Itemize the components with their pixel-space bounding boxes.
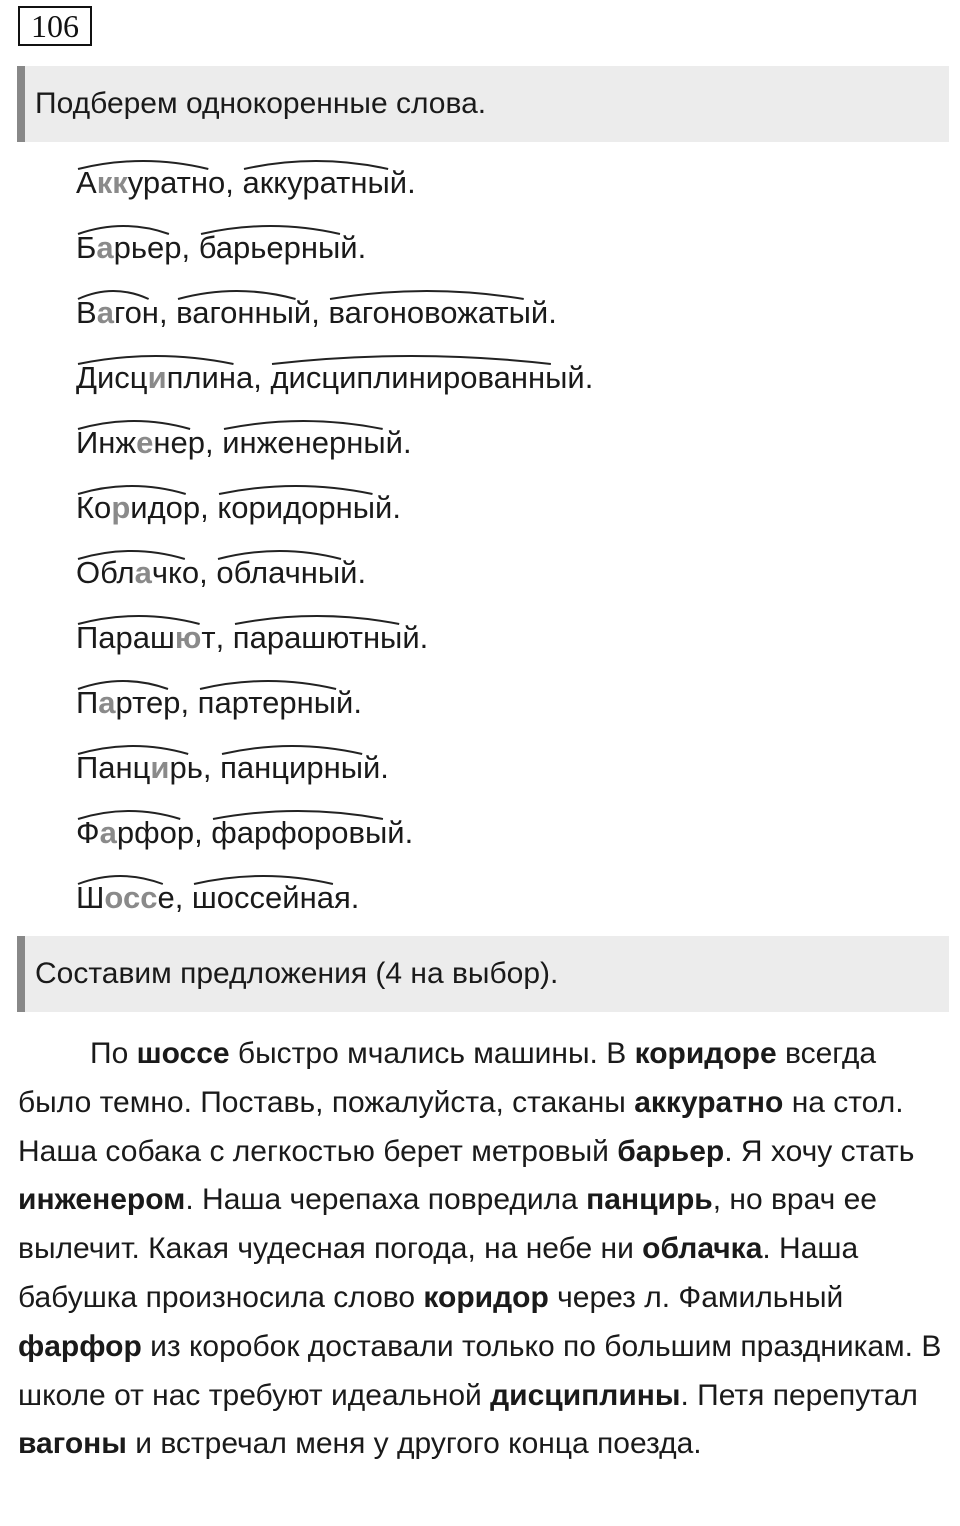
bold-term: аккуратно [634,1085,784,1119]
bold-term: шоссе [136,1037,230,1070]
sentence-text: через л. Фамильный [548,1280,844,1314]
period: . [584,360,594,395]
sentence-text: . Петя перепутал [680,1378,918,1412]
word-pair [76,215,593,280]
bold-term: вагоны [18,1427,127,1461]
word-part: Обл [76,555,135,590]
root-arc-icon [270,351,553,365]
root-arc-icon [233,611,401,625]
separator: , [205,425,223,460]
period: . [380,750,389,785]
cognate-word: барьерный [199,215,358,280]
root-word [76,540,199,605]
highlighted-letters: а [98,685,116,720]
period: . [402,425,412,460]
word-part: т [201,620,216,655]
root-word [76,345,253,410]
word-part: Параш [76,620,175,655]
sentence-text: на стол. Наша собака с легкостью берет метровый [18,1085,904,1168]
cognate-word: дисциплинированный [270,345,584,410]
root-arc-icon [76,221,171,235]
separator: , [180,685,198,720]
word-pair [76,865,593,930]
sentence-text: . Наша черепаха повредила [185,1183,587,1217]
highlighted-letters: р [111,490,131,525]
cognate-word: инженерный [222,410,403,475]
root-arc-icon [176,286,298,300]
highlighted-letters: е [136,425,154,460]
root-arc-icon [242,156,390,170]
root-arc-icon [76,871,165,885]
root-arc-icon [76,351,235,365]
cognate-word: вагонный [176,280,311,345]
root-word [76,410,205,475]
root-arc-icon [198,676,338,690]
bold-term: панцирь [586,1183,713,1217]
root-arc-icon [217,481,375,495]
word-part: чко [151,555,200,590]
word-part: рфор [116,815,195,850]
highlighted-letters: кк [96,165,128,200]
word-pair [76,735,593,800]
separator: , [194,815,212,850]
sentences-paragraph [18,1030,948,1469]
root-word [76,800,194,865]
period: . [357,555,367,590]
sentence-text: . Наша бабушка произносила слово [18,1232,859,1314]
cognate-word: вагоновожатый [328,280,548,345]
word-pair [76,605,593,670]
word-pair [76,540,593,605]
root-arc-icon [328,286,526,300]
root-arc-icon [199,221,342,235]
highlighted-letters: осс [104,880,158,915]
cognate-word: аккуратный [242,150,407,215]
period: . [407,165,416,200]
word-pair [76,475,593,540]
word-part: А [76,165,97,200]
separator: , [200,490,218,525]
word-part: Ко [76,490,112,525]
word-pair [76,345,593,410]
cognate-word: облачный [216,540,357,605]
root-arc-icon [211,806,385,820]
period: . [392,490,401,525]
word-part: Дисц [76,360,148,395]
sentence-text: . Я хочу стать [724,1134,915,1168]
root-word [76,605,216,670]
root-arc-icon [76,286,151,300]
word-part: е [157,880,175,915]
bold-term: дисциплины [490,1378,681,1412]
sentence-text: и встречал меня у другого конца поезда. [126,1427,702,1461]
separator: , [225,165,243,200]
sentence-text: По [90,1037,137,1070]
sentence-text: , но врач ее вылечит. Какая чудесная погода, на небе ни [18,1183,877,1266]
period: . [548,295,557,330]
root-word [76,735,203,800]
highlighted-letters: а [134,555,152,590]
separator: , [202,750,221,785]
root-arc-icon [192,871,335,885]
highlighted-letters: ю [174,620,202,655]
word-pair [76,280,593,345]
bold-term: барьер [617,1134,725,1168]
highlighted-letters: и [150,750,170,785]
word-part: рь [169,750,203,785]
root-arc-icon [76,156,210,170]
separator: , [158,295,177,330]
root-arc-icon [220,741,364,755]
highlighted-letters: а [96,230,114,265]
bold-term: коридоре [634,1037,777,1070]
word-part: идор [130,490,201,525]
cognate-word: коридорный [217,475,392,540]
sentence-text: быстро мчались машины. В [229,1037,635,1070]
highlighted-letters: и [147,360,167,395]
word-pair [76,410,593,475]
highlighted-letters: а [99,815,117,850]
root-arc-icon [216,546,343,560]
word-part: уратно [127,165,226,200]
word-part: В [76,295,97,330]
word-part: рьер [113,230,182,265]
root-word [76,150,225,215]
period: . [350,880,360,915]
section-heading-cognates: Подберем однокоренные слова. [17,66,949,142]
cognate-word: парашютный [233,605,420,670]
root-arc-icon [76,546,187,560]
root-arc-icon [76,481,188,495]
separator: , [215,620,233,655]
word-pair [76,670,593,735]
root-word [76,475,200,540]
word-part: П [76,685,99,720]
sentence-text: из коробок доставали только по большим праздникам. В школе от нас требуют идеальной [18,1329,942,1412]
word-part: Панц [76,750,151,785]
word-part: гон [113,295,159,330]
period: . [404,815,414,850]
root-arc-icon [222,416,385,430]
root-arc-icon [76,741,190,755]
word-part: ртер [115,685,181,720]
word-pair [76,800,593,865]
word-part: плина [166,360,254,395]
sentence-text: всегда было темно. Поставь, пожалуйста, стаканы [18,1037,877,1119]
word-part: Ш [76,880,105,915]
period: . [419,620,429,655]
period: . [353,685,362,720]
root-arc-icon [76,676,170,690]
bold-term: коридор [423,1280,549,1314]
separator: , [311,295,329,330]
root-arc-icon [76,611,202,625]
word-part: Инж [76,425,137,460]
word-part: Ф [76,815,100,850]
root-word [76,865,175,930]
root-arc-icon [76,416,192,430]
period: . [357,230,367,265]
cognate-word: панцирный [220,735,380,800]
task-number: 106 [18,6,92,46]
cognate-word: фарфоровый [211,800,404,865]
separator: , [181,230,199,265]
bold-term: фарфор [18,1329,142,1363]
separator: , [253,360,271,395]
root-word [76,215,181,280]
cognate-word: шоссейная [192,865,351,930]
root-arc-icon [76,806,182,820]
word-part: Б [76,230,97,265]
root-word [76,280,159,345]
word-part: нер [153,425,205,460]
section-heading-sentences: Составим предложения (4 на выбор). [17,936,949,1012]
cognate-word-list [76,150,593,930]
bold-term: инженером [18,1183,186,1217]
highlighted-letters: а [96,295,114,330]
root-word [76,670,180,735]
cognate-word: партерный [198,670,354,735]
separator: , [174,880,192,915]
word-pair [76,150,593,215]
bold-term: облачка [642,1232,763,1266]
separator: , [199,555,217,590]
